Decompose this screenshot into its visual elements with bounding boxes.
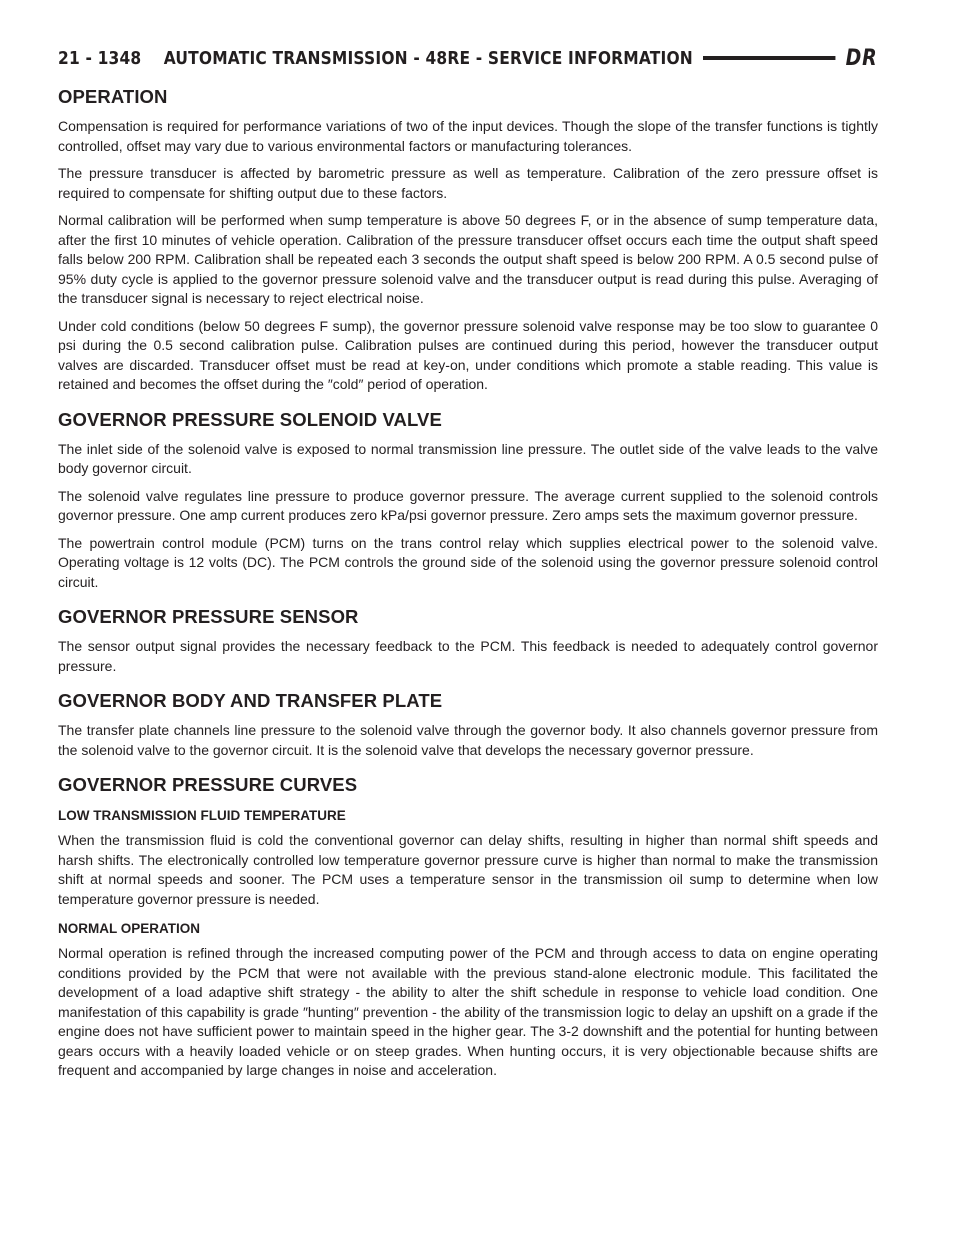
section-heading-pressure-curves: GOVERNOR PRESSURE CURVES xyxy=(58,774,358,795)
paragraph: When the transmission fluid is cold the conventional governor can delay shifts, resulting in higher than normal shift speeds and harsh shifts. The electronically controlled low temperature governor pressure curve is higher than normal to make the transmission shift at normal speeds and sooner. The PCM uses a temperature sensor in the transmission oil sump to determine when low temperature governor pressure is needed. xyxy=(58,832,878,907)
paragraph: The sensor output signal provides the necessary feedback to the PCM. This feedback is needed to adequately control governor pressure. xyxy=(58,638,878,674)
section-heading-pressure-sensor: GOVERNOR PRESSURE SENSOR xyxy=(58,606,359,627)
paragraph: The powertrain control module (PCM) turns on the trans control relay which supplies electrical power to the solenoid valve. Operating voltage is 12 volts (DC). The PCM controls the ground side of the solenoid using the governor pressure solenoid control circuit. xyxy=(58,534,878,590)
subsection-heading-normal-operation: NORMAL OPERATION xyxy=(58,921,201,936)
subsection-heading-low-temp: LOW TRANSMISSION FLUID TEMPERATURE xyxy=(58,808,346,823)
page-number: 21 - 1348 xyxy=(58,47,142,69)
chapter-title: AUTOMATIC TRANSMISSION - 48RE - SERVICE INFORMATION xyxy=(163,47,693,69)
paragraph: Compensation is required for performance variations of two of the input devices. Though the slope of the transfer functions is tightly controlled, offset may vary due to various environmental factors or manufacturing tolerances. xyxy=(58,118,878,154)
paragraph: The solenoid valve regulates line pressure to produce governor pressure. The average current supplied to the solenoid controls governor pressure. One amp current produces zero kPa/psi governor pressure. Zero amps sets the maximum governor pressure. xyxy=(58,487,878,523)
paragraph: Under cold conditions (below 50 degrees F sump), the governor pressure solenoid valve response may be too slow to guarantee 0 psi during the 0.5 second calibration pulse. Calibration pulses are continued during this period, however the transducer output valves are discarded. Transducer offset must be read at key-on, under conditions which promote a stable reading. This value is retained and becomes the offset during the ″cold″ period of operation. xyxy=(58,317,878,392)
model-code: DR xyxy=(845,45,878,71)
paragraph: Normal operation is refined through the increased computing power of the PCM and through access to data on engine operating conditions provided by the PCM that were not available with the previous stand-alone electronic module. This facilitated the development of a load adaptive shift strategy - the ability to alter the shift schedule in response to vehicle load condition. One manifestation of this capability is grade ″hunting″ prevention - the ability of the transmission logic to delay an upshift on a grade if the engine does not have sufficient power to maintain speed in the higher gear. The 3-2 downshift and the potential for hunting between gears occurs with a heavily loaded vehicle or on steep grades. When hunting occurs, it is very objectionable because shifts are frequent and accompanied by large changes in noise and acceleration. xyxy=(58,945,878,1078)
document-page xyxy=(58,40,878,1089)
section-heading-solenoid-valve: GOVERNOR PRESSURE SOLENOID VALVE xyxy=(58,408,442,430)
paragraph: The transfer plate channels line pressure to the solenoid valve through the governor body. It also channels governor pressure from the solenoid valve to the governor circuit. It is the solenoid valve that develops the necessary governor pressure. xyxy=(58,722,878,758)
running-header xyxy=(58,40,878,76)
paragraph: The pressure transducer is affected by barometric pressure as well as temperature. Calibration of the zero pressure offset is required to compensate for shifting output due to these factors. xyxy=(58,165,878,201)
section-heading-governor-body: GOVERNOR BODY AND TRANSFER PLATE xyxy=(58,690,443,711)
paragraph: The inlet side of the solenoid valve is exposed to normal transmission line pressure. The outlet side of the valve leads to the valve body governor circuit. xyxy=(58,440,878,476)
header-rule xyxy=(703,56,835,60)
section-heading-operation: OPERATION xyxy=(58,86,168,107)
paragraph: Normal calibration will be performed when sump temperature is above 50 degrees F, or in the absence of sump temperature data, after the first 10 minutes of vehicle operation. Calibration of the pressure transducer offset occurs each time the output shaft speed falls below 200 RPM. Calibration shall be repeated each 3 seconds the output shaft speed is below 200 RPM. A 0.5 second pulse of 95% duty cycle is applied to the governor pressure solenoid valve and the transducer output is read during this pulse. Averaging of the transducer signal is necessary to reject electrical noise. xyxy=(58,212,878,306)
